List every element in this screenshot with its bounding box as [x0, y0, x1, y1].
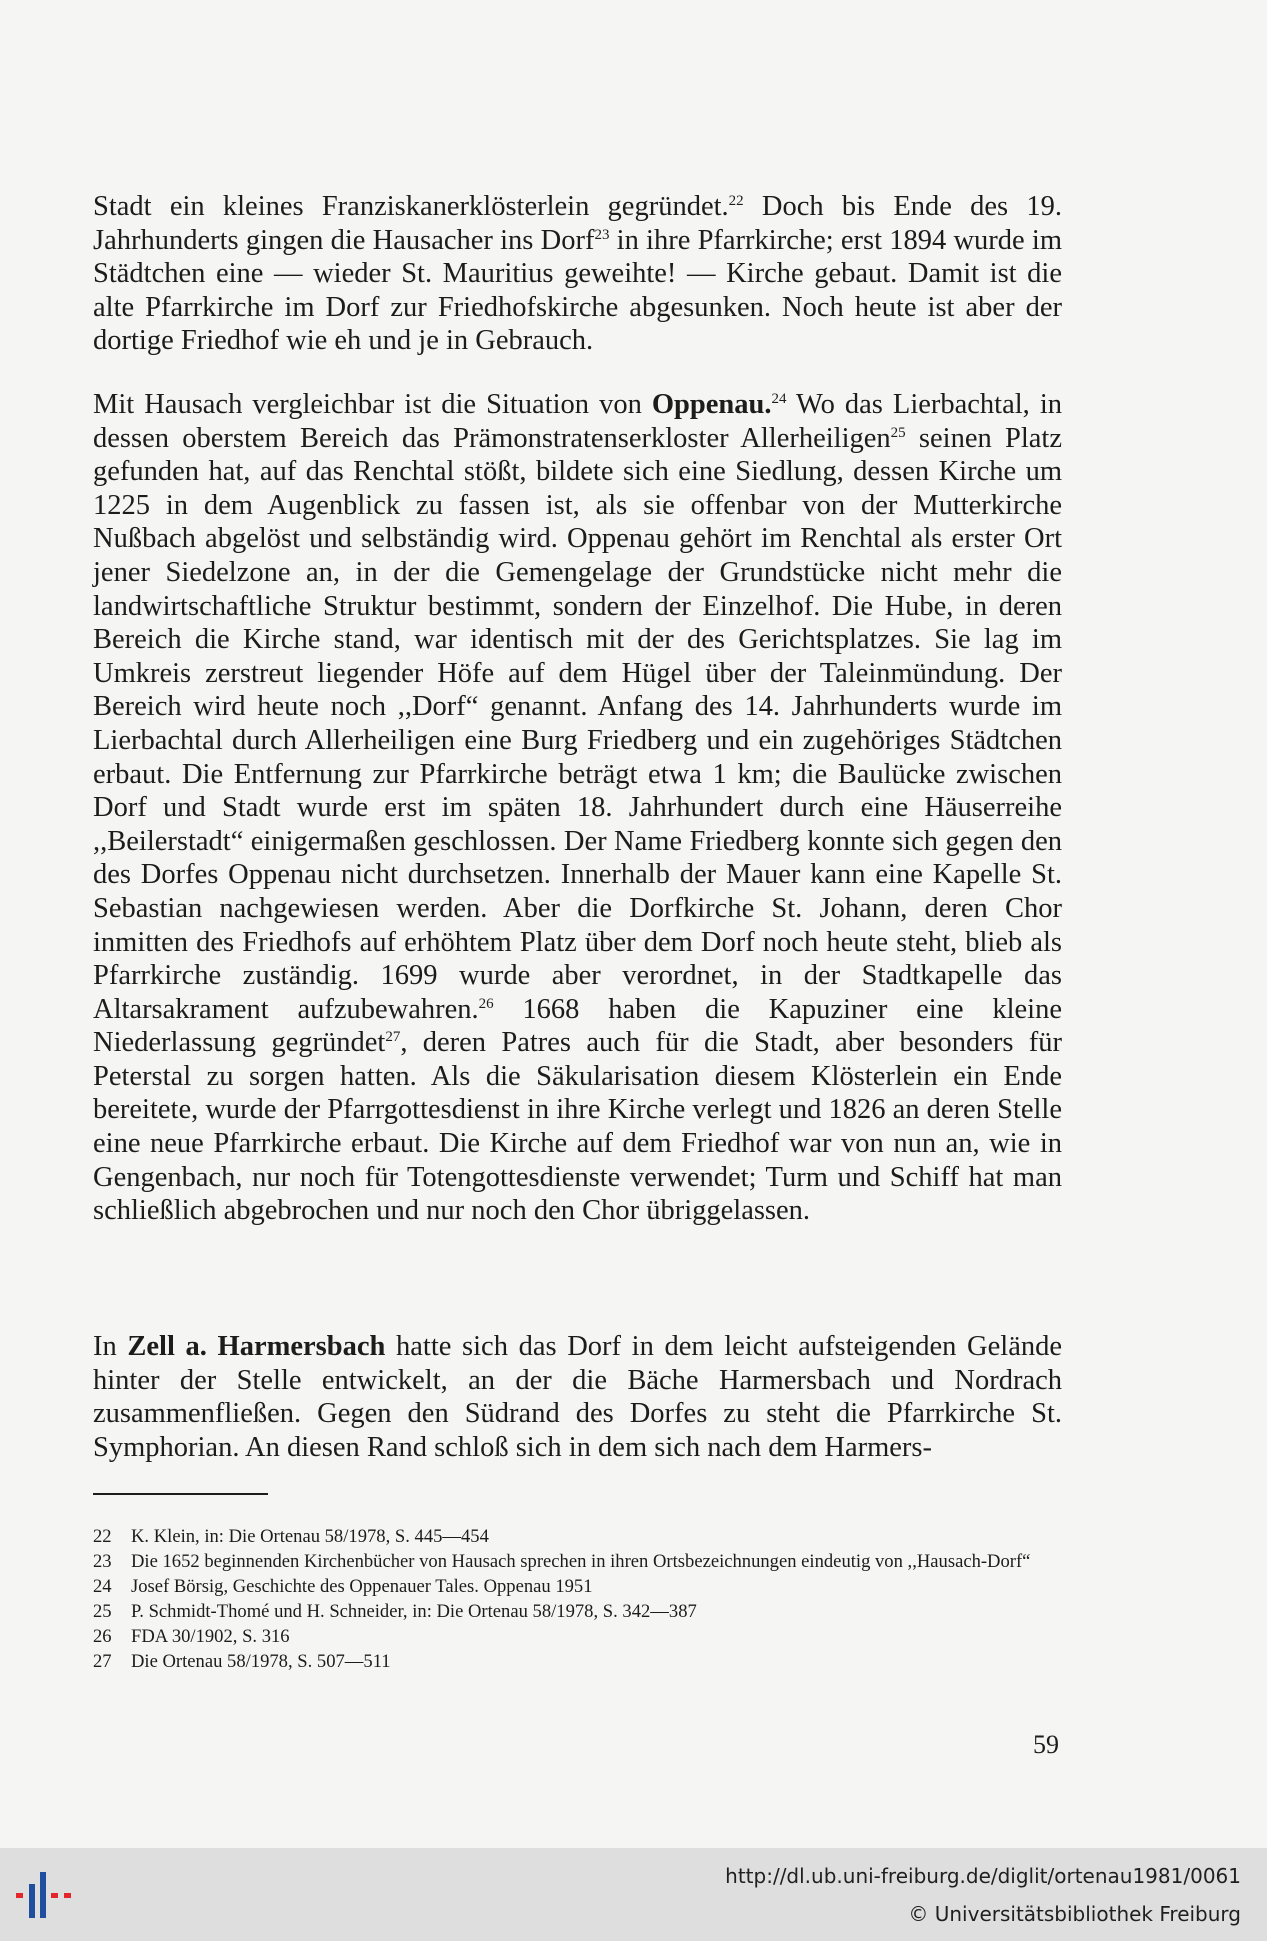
footnote-text: Josef Börsig, Geschichte des Oppenauer Tales. Oppenau 1951	[131, 1576, 593, 1598]
text-run: Mit Hausach vergleichbar ist die Situation von	[93, 389, 652, 420]
footnote-25	[93, 1599, 1062, 1624]
footnote-27	[93, 1649, 1062, 1674]
footnote-22	[93, 1524, 1062, 1549]
place-name-zell: Zell a. Harmersbach	[127, 1331, 386, 1362]
footnote-text: K. Klein, in: Die Ortenau 58/1978, S. 445—454	[131, 1526, 489, 1547]
paragraph-hausach	[93, 190, 1062, 358]
footnote-number: 22	[93, 1526, 112, 1547]
text-run: hatte sich das Dorf in dem leicht aufsteigenden Gelände hinter der Stelle entwickelt, an der die Bäche Harmersbach und Nordrach zusammenfließen. Gegen den Südrand des Dorfes zu steht die Pfarrkirche St. Symphorian. An diesen Rand schloß sich in dem sich nach dem Harmers-	[93, 1331, 1063, 1463]
paragraph-oppenau	[93, 388, 1062, 1228]
footnote-number: 23	[93, 1551, 112, 1573]
footnote-26	[93, 1624, 1062, 1649]
footnote-text: Die 1652 beginnenden Kirchenbücher von Hausach sprechen in ihren Ortsbezeichnungen eindeutig von ,,Hausach-Dorf“	[131, 1551, 1031, 1573]
footnote-number: 24	[93, 1576, 112, 1598]
logo-bar-2	[40, 1872, 46, 1918]
logo-dash-right	[64, 1893, 71, 1898]
footnote-number: 26	[93, 1626, 112, 1648]
footnote-number: 27	[93, 1651, 112, 1673]
text-run: Wo das Lierbachtal, in dessen oberstem Bereich das Prämonstratenserkloster Allerheiligen	[93, 389, 1062, 454]
footnote-ref-27[interactable]: 27	[385, 1029, 401, 1046]
footnote-text: Die Ortenau 58/1978, S. 507—511	[131, 1651, 391, 1673]
footnote-24	[93, 1574, 1062, 1599]
page-number: 59	[1033, 1730, 1059, 1759]
footnote-ref-22[interactable]: 22	[728, 193, 744, 209]
footnote-23	[93, 1549, 1062, 1574]
text-run: In	[93, 1331, 128, 1362]
footnote-ref-23[interactable]: 23	[594, 226, 610, 243]
footnote-ref-26[interactable]: 26	[478, 995, 494, 1012]
logo-dash-mid	[51, 1893, 58, 1898]
place-name-oppenau: Oppenau.	[651, 389, 772, 420]
viewer-footer	[0, 1848, 1267, 1941]
footnote-ref-24[interactable]: 24	[771, 391, 787, 407]
footnote-divider	[93, 1493, 268, 1495]
paragraph-zell	[93, 1330, 1062, 1464]
copyright-notice: © Universitätsbibliothek Freiburg	[908, 1902, 1241, 1926]
ub-freiburg-logo-icon[interactable]	[14, 1872, 80, 1922]
text-run: in ihre Pfarrkirche; erst 1894 wurde im Städtchen eine — wieder St. Mauritius geweihte! — Kirche gebaut. Damit ist die alte Pfarrkirche im Dorf zur Friedhofskirche abgesunken. Noch heute ist aber der dortige Friedhof wie eh und je in Gebrauch.	[93, 224, 1062, 357]
footnote-number: 25	[93, 1601, 112, 1623]
footnote-text: FDA 30/1902, S. 316	[131, 1626, 290, 1648]
text-run: seinen Platz gefunden hat, auf das Renchtal stößt, bildete sich eine Siedlung, dessen Kirche um 1225 in dem Augenblick zu fassen ist, als sie offenbar von der Mutterkirche Nußbach abgelöst und selbständig wird. Oppenau gehört im Renchtal als erster Ort jener Siedelzone an, in der die Gemengelage der Grundstücke nicht mehr die landwirtschaftliche Struktur bestimmt, sondern der Einzelhof. Die Hube, in deren Bereich die Kirche stand, war identisch mit der des Gerichtsplatzes. Sie lag im Umkreis zerstreut liegender Höfe auf dem Hügel über der Taleinmündung. Der Bereich wird heute noch ,,Dorf“ genannt. Anfang des 14. Jahrhunderts wurde im Lierbachtal durch Allerheiligen eine Burg Friedberg und ein zugehöriges Städtchen erbaut. Die Entfernung zur Pfarrkirche beträgt etwa 1 km; die Baulücke zwischen Dorf und Stadt wurde erst im späten 18. Jahrhundert durch eine Häuserreihe ,,Beilerstadt“ einigermaßen geschlossen. Der Name Friedberg konnte sich gegen den des Dorfes Oppenau nicht durchsetzen. Innerhalb der Mauer kann eine Kapelle St. Sebastian nachgewiesen werden. Aber die Dorfkirche St. Johann, deren Chor inmitten des Friedhofs auf erhöhtem Platz über dem Dorf noch heute steht, blieb als Pfarrkirche zuständig. 1699 wurde aber verordnet, in der Stadtkapelle das Altarsakrament aufzubewahren.	[93, 422, 1063, 1025]
footnote-ref-25[interactable]: 25	[890, 424, 906, 441]
permalink-url[interactable]: http://dl.ub.uni-freiburg.de/diglit/ortenau1981/0061	[725, 1864, 1241, 1888]
text-run: Doch bis Ende des 19. Jahrhunderts gingen die Hausacher ins Dorf	[93, 191, 1062, 256]
logo-bar-1	[29, 1884, 35, 1918]
logo-dash-left	[16, 1893, 23, 1898]
footnotes	[93, 1524, 1062, 1675]
text-run: 1668 haben die Kapuziner eine kleine Niederlassung gegründet	[93, 993, 1062, 1059]
footnote-text: P. Schmidt-Thomé und H. Schneider, in: Die Ortenau 58/1978, S. 342—387	[131, 1601, 697, 1623]
text-run: Stadt ein kleines Franziskanerklösterlein gegründet.	[93, 191, 729, 222]
text-run: , deren Patres auch für die Stadt, aber besonders für Peterstal zu sorgen hatten. Als die Säkularisation diesem Klösterlein ein Ende bereitete, wurde der Pfarrgottesdienst in ihre Kirche verlegt und 1826 an deren Stelle eine neue Pfarrkirche erbaut. Die Kirche auf dem Friedhof war von nun an, wie in Gengenbach, nur noch für Totengottesdienste verwendet; Turm und Schiff hat man schließlich abgebrochen und nur noch den Chor übriggelassen.	[93, 1027, 1062, 1227]
